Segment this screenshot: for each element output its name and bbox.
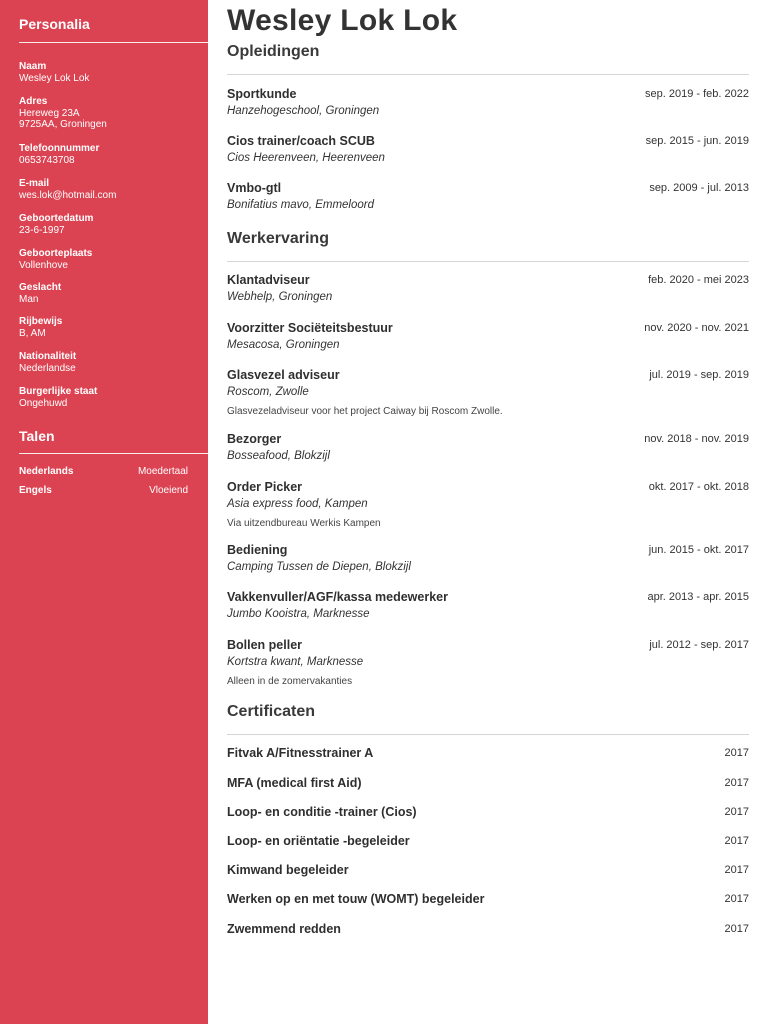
personal-label: Adres: [19, 96, 48, 107]
certificate-title: Kimwand begeleider: [227, 863, 349, 877]
certificate-title: Loop- en conditie -trainer (Cios): [227, 805, 417, 819]
person-name: Wesley Lok Lok: [227, 4, 458, 37]
entry-title: Vmbo-gtl: [227, 181, 282, 195]
certificate-year: 2017: [724, 864, 749, 876]
personal-label: Burgerlijke staat: [19, 386, 98, 397]
entry-date: sep. 2009 - jul. 2013: [649, 182, 749, 194]
personal-value: 0653743708: [19, 154, 75, 166]
certificate-title: Loop- en oriëntatie -begeleider: [227, 834, 410, 848]
entry-title: Vakkenvuller/AGF/kassa medewerker: [227, 590, 448, 604]
education-section-title: Opleidingen: [227, 43, 320, 60]
personal-value: 23-6-1997: [19, 224, 65, 236]
entry-date: feb. 2020 - mei 2023: [648, 274, 749, 286]
certificate-year: 2017: [724, 806, 749, 818]
entry-org: Jumbo Kooistra, Marknesse: [227, 608, 370, 620]
personal-item: [19, 386, 194, 409]
entry-date: jun. 2015 - okt. 2017: [648, 544, 749, 556]
certificate-year: 2017: [724, 923, 749, 935]
work-divider: [227, 261, 749, 262]
personal-value: B, AM: [19, 327, 46, 339]
entry-title: Bezorger: [227, 432, 282, 446]
personal-value: Ongehuwd: [19, 397, 68, 409]
personal-item: [19, 248, 194, 271]
entry-org: Roscom, Zwolle: [227, 386, 309, 398]
certificate-title: MFA (medical first Aid): [227, 776, 362, 790]
entry-date: jul. 2019 - sep. 2019: [649, 369, 749, 381]
entry-date: apr. 2013 - apr. 2015: [647, 591, 749, 603]
languages-section-title: Talen: [19, 428, 55, 444]
certificate-title: Zwemmend redden: [227, 922, 341, 936]
entry-note: Via uitzendbureau Werkis Kampen: [227, 518, 381, 529]
personal-label: Geslacht: [19, 282, 62, 293]
entry-org: Cios Heerenveen, Heerenveen: [227, 152, 385, 164]
personal-value: 9725AA, Groningen: [19, 119, 107, 130]
personal-item: [19, 96, 194, 131]
entry-date: jul. 2012 - sep. 2017: [649, 639, 749, 651]
entry-date: sep. 2019 - feb. 2022: [645, 88, 749, 100]
entry-org: Hanzehogeschool, Groningen: [227, 105, 380, 117]
personal-label: Naam: [19, 61, 47, 72]
entry-org: Asia express food, Kampen: [227, 498, 368, 510]
entry-org: Kortstra kwant, Marknesse: [227, 656, 364, 668]
entry-note: Glasvezeladviseur voor het project Caiway bij Roscom Zwolle.: [227, 406, 503, 417]
certificate-year: 2017: [724, 835, 749, 847]
language-name: Nederlands: [19, 466, 74, 477]
entry-date: nov. 2018 - nov. 2019: [644, 433, 749, 445]
personal-value: Hereweg 23A: [19, 107, 80, 119]
entry-date: nov. 2020 - nov. 2021: [644, 322, 749, 334]
personal-item: [19, 351, 194, 374]
personal-value: Wesley Lok Lok: [19, 72, 90, 84]
entry-title: Glasvezel adviseur: [227, 368, 340, 382]
languages-divider: [19, 453, 208, 454]
email-value[interactable]: wes.lok@hotmail.com: [19, 189, 117, 201]
entry-title: Bediening: [227, 543, 288, 557]
certificates-section-title: Certificaten: [227, 703, 316, 720]
personal-item: [19, 213, 194, 236]
education-divider: [227, 74, 749, 75]
personal-label: E-mail: [19, 178, 50, 189]
certificate-title: Fitvak A/Fitnesstrainer A: [227, 746, 374, 760]
personal-divider: [19, 42, 208, 43]
personal-label: Geboortedatum: [19, 213, 94, 224]
personal-value: Nederlandse: [19, 362, 76, 374]
personal-item: [19, 282, 194, 305]
personal-label: Telefoonnummer: [19, 143, 100, 154]
personal-item: [19, 61, 194, 84]
personal-label: Geboorteplaats: [19, 248, 93, 259]
personal-value: Vollenhove: [19, 259, 68, 271]
entry-title: Order Picker: [227, 480, 303, 494]
work-section-title: Werkervaring: [227, 230, 329, 247]
personal-section-title: Personalia: [19, 16, 90, 32]
entry-date: okt. 2017 - okt. 2018: [648, 481, 749, 493]
certificate-title: Werken op en met touw (WOMT) begeleider: [227, 892, 485, 906]
entry-date: sep. 2015 - jun. 2019: [645, 135, 749, 147]
entry-org: Bonifatius mavo, Emmeloord: [227, 199, 375, 211]
sidebar: [0, 0, 208, 1024]
personal-item: [19, 316, 194, 339]
personal-label: Nationaliteit: [19, 351, 77, 362]
language-name: Engels: [19, 485, 52, 496]
entry-title: Klantadviseur: [227, 273, 310, 287]
certificates-divider: [227, 734, 749, 735]
personal-item: [19, 178, 194, 201]
entry-title: Bollen peller: [227, 638, 303, 652]
entry-title: Voorzitter Sociëteitsbestuur: [227, 321, 393, 335]
certificate-year: 2017: [724, 777, 749, 789]
entry-note: Alleen in de zomervakanties: [227, 676, 353, 687]
entry-org: Mesacosa, Groningen: [227, 339, 340, 351]
certificate-year: 2017: [724, 747, 749, 759]
entry-org: Camping Tussen de Diepen, Blokzijl: [227, 561, 411, 573]
entry-org: Webhelp, Groningen: [227, 291, 333, 303]
personal-value: Man: [19, 293, 39, 305]
language-level: Vloeiend: [149, 485, 188, 496]
personal-item: [19, 143, 194, 166]
language-level: Moedertaal: [137, 466, 188, 477]
entry-org: Bosseafood, Blokzijl: [227, 450, 330, 462]
entry-title: Sportkunde: [227, 87, 297, 101]
main-content: [227, 0, 749, 1024]
entry-title: Cios trainer/coach SCUB: [227, 134, 375, 148]
certificate-year: 2017: [724, 893, 749, 905]
personal-label: Rijbewijs: [19, 316, 63, 327]
